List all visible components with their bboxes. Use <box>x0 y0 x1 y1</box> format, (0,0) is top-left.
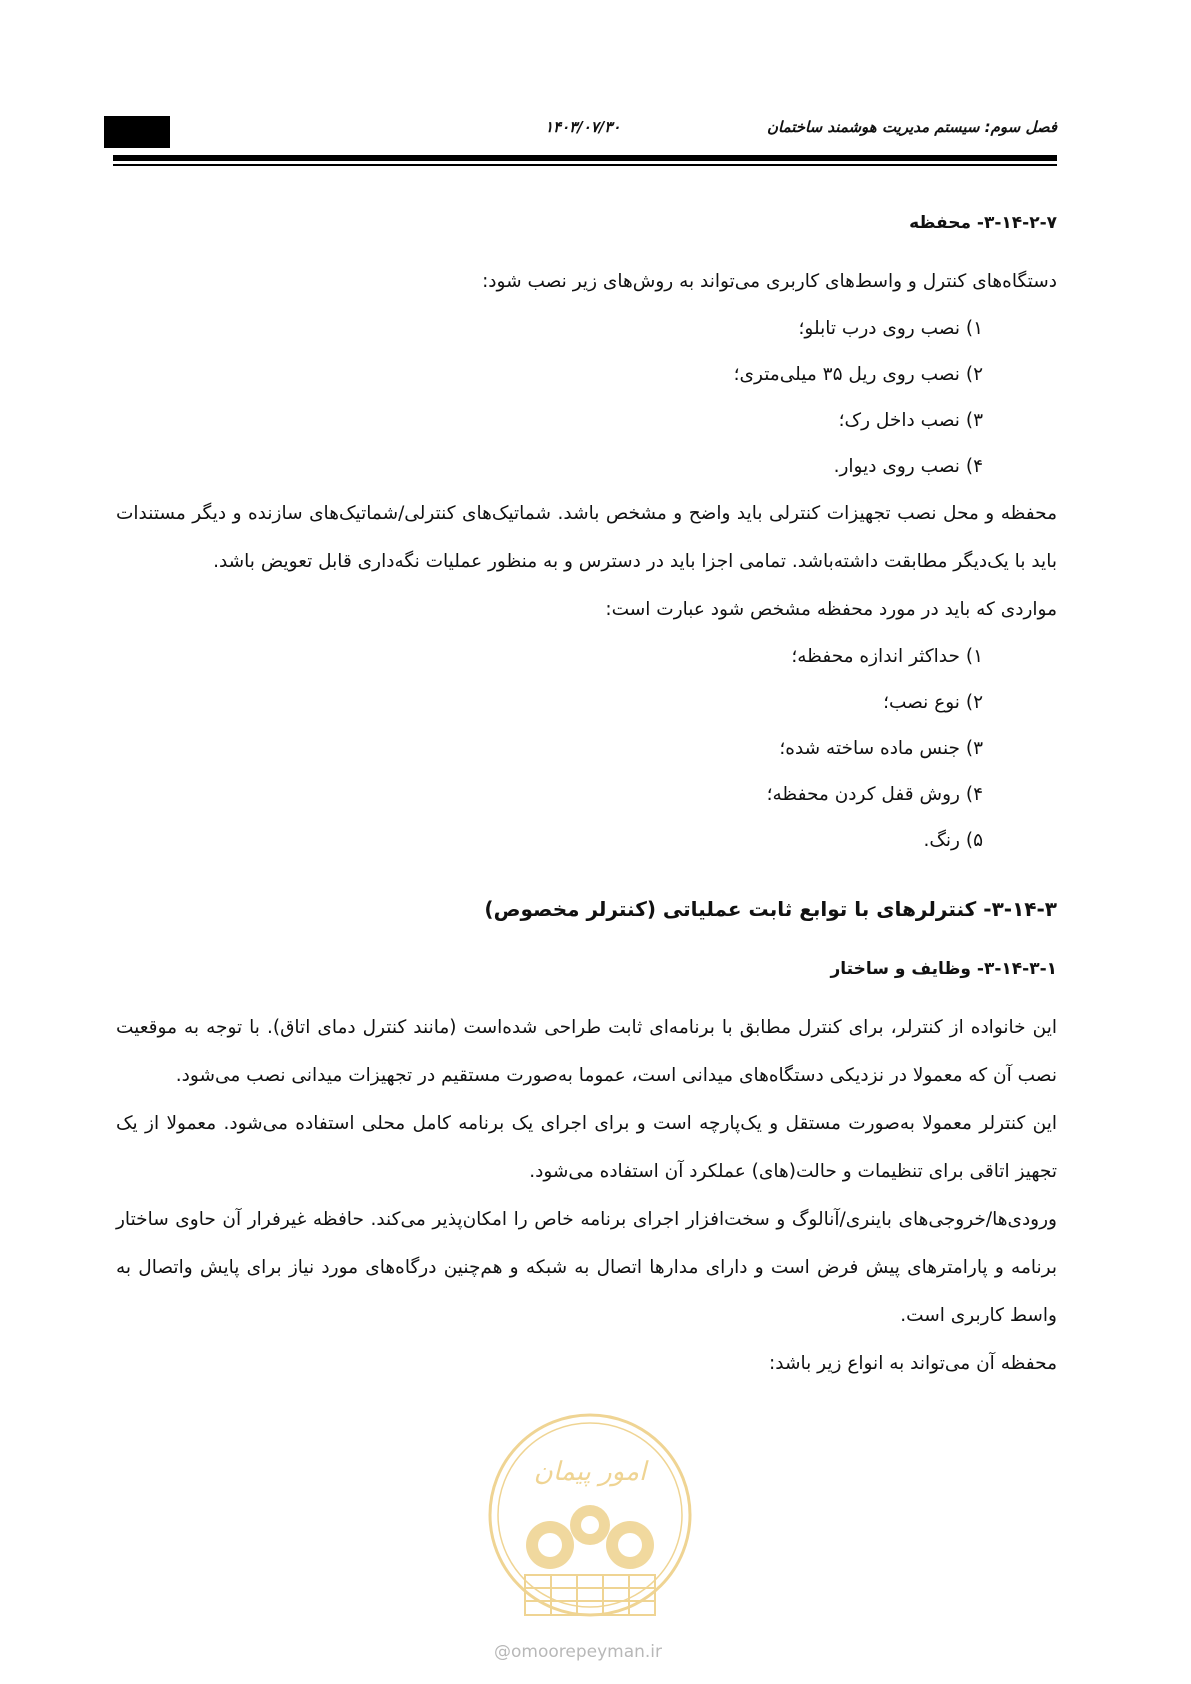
at-icon: @ <box>494 1642 511 1662</box>
list-item: ۴) روش قفل کردن محفظه؛ <box>766 784 983 805</box>
header-rule-thick <box>113 155 1057 161</box>
dedicated-paragraph: این خانواده از کنترلر، برای کنترل مطابق با برنامه‌ای ثابت طراحی شده‌است (مانند کنترل دمای اتاق). با توجه به موقعیت نصب آن که معمولا در نزدیکی دستگاه‌های میدانی است، عموما به‌صورت مستقیم در تجهیزات میدانی نصب می‌شود. <box>116 1017 1057 1086</box>
list-item: ۲) نوع نصب؛ <box>883 692 983 713</box>
page-content <box>116 210 1057 1388</box>
list-item: ۳) جنس ماده ساخته شده؛ <box>779 738 983 759</box>
header-rule-thin <box>113 164 1057 166</box>
list-item: ۱) حداکثر اندازه محفظه؛ <box>791 646 983 667</box>
watermark-url-text: omoorepeyman.ir <box>511 1642 663 1662</box>
enclosure-items-list <box>116 634 1057 864</box>
watermark-logo-text: امور پیمان <box>533 1457 647 1487</box>
list-item: ۲) نصب روی ریل ۳۵ میلی‌متری؛ <box>733 364 983 385</box>
header-date: ۱۴۰۳/۰۷/۳۰ <box>545 118 621 136</box>
list-item: ۵) رنگ. <box>923 830 983 851</box>
list-item: ۴) نصب روی دیوار. <box>833 456 983 477</box>
install-methods-list <box>116 306 1057 490</box>
watermark-logo <box>485 1410 695 1640</box>
list-item: ۱) نصب روی درب تابلو؛ <box>798 318 983 339</box>
watermark-url <box>494 1642 662 1662</box>
dedicated-paragraph: ورودی‌ها/خروجی‌های باینری/آنالوگ و سخت‌افزار اجرای برنامه خاص را امکان‌پذیر می‌کند. حافظه غیرفرار آن حاوی ساختار برنامه و پارامترهای پیش فرض است و دارای مدارها اتصال به شبکه و هم‌چنین درگاه‌های مورد نیاز برای پایش واتصال به واسط کاربری است. <box>116 1209 1057 1326</box>
dedicated-paragraph: این کنترلر معمولا به‌صورت مستقل و یک‌پارچه است و برای اجرای یک برنامه کامل محلی استفاده می‌شود. معمولا از یک تجهیز اتاقی برای تنظیمات و حالت(های) عملکرد آن استفاده می‌شود. <box>116 1113 1057 1182</box>
enclosure-paragraph: محفظه و محل نصب تجهیزات کنترلی باید واضح و مشخص باشد. شماتیک‌های کنترلی/شماتیک‌های سازنده و دیگر مستندات باید با یک‌دیگر مطابقت داشته‌باشد. تمامی اجزا باید در دسترس و به منظور عملیات نگه‌داری قابل تعویض باشد. <box>116 503 1057 572</box>
enclosure-intro: دستگاه‌های کنترل و واسط‌های کاربری می‌تواند به روش‌های زیر نصب شود: <box>482 271 1057 292</box>
functions-structure-heading: ۳-۱۴-۳-۱- وظایف و ساختار <box>830 959 1057 979</box>
enclosure-items-intro: مواردی که باید در مورد محفظه مشخص شود عبارت است: <box>605 599 1057 620</box>
list-item: ۳) نصب داخل رک؛ <box>838 410 983 431</box>
header-chapter-title: فصل سوم: سیستم مدیریت هوشمند ساختمان <box>767 118 1057 136</box>
enclosure-heading: ۳-۱۴-۲-۷- محفظه <box>909 213 1057 233</box>
dedicated-controller-heading: ۳-۱۴-۳- کنترلرهای با توابع ثابت عملیاتی (کنترلر مخصوص) <box>484 897 1057 921</box>
page-number-box <box>104 116 170 148</box>
dedicated-paragraph: محفظه آن می‌تواند به انواع زیر باشد: <box>769 1353 1057 1374</box>
